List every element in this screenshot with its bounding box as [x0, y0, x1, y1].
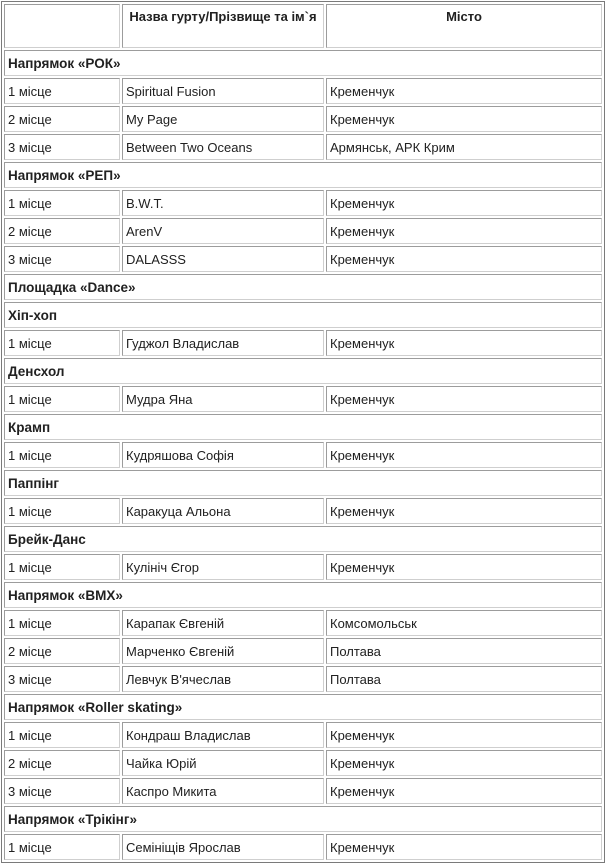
place-cell: 3 місце	[4, 134, 120, 160]
name-cell: DALASSS	[122, 246, 324, 272]
city-cell: Кременчук	[326, 554, 602, 580]
place-cell: 2 місце	[4, 218, 120, 244]
entry-row	[4, 554, 602, 580]
name-cell: Каспро Микита	[122, 778, 324, 804]
entry-row	[4, 330, 602, 356]
place-cell: 2 місце	[4, 638, 120, 664]
name-cell: Левчук В'ячеслав	[122, 666, 324, 692]
section-row	[4, 806, 602, 832]
section-row	[4, 526, 602, 552]
city-cell: Кременчук	[326, 750, 602, 776]
section-label: Напрямок «РЕП»	[4, 162, 602, 188]
name-cell: Гуджол Владислав	[122, 330, 324, 356]
entry-row	[4, 134, 602, 160]
entry-row	[4, 246, 602, 272]
column-header-city: Місто	[326, 4, 602, 48]
place-cell: 1 місце	[4, 610, 120, 636]
name-cell: Карапак Євгеній	[122, 610, 324, 636]
city-cell: Полтава	[326, 666, 602, 692]
city-cell: Кременчук	[326, 722, 602, 748]
section-row	[4, 302, 602, 328]
entry-row	[4, 78, 602, 104]
city-cell: Кременчук	[326, 442, 602, 468]
place-cell: 2 місце	[4, 106, 120, 132]
section-label: Напрямок «Трікінг»	[4, 806, 602, 832]
name-cell: Between Two Oceans	[122, 134, 324, 160]
place-cell: 2 місце	[4, 750, 120, 776]
place-cell: 1 місце	[4, 554, 120, 580]
name-cell: Семініщів Ярослав	[122, 834, 324, 860]
place-cell: 1 місце	[4, 498, 120, 524]
city-cell: Кременчук	[326, 330, 602, 356]
place-cell: 1 місце	[4, 722, 120, 748]
table-header-row	[4, 4, 602, 48]
entry-row	[4, 498, 602, 524]
section-label: Напрямок «ВМХ»	[4, 582, 602, 608]
section-label: Площадка «Dance»	[4, 274, 602, 300]
city-cell: Комсомольськ	[326, 610, 602, 636]
entry-row	[4, 218, 602, 244]
section-label: Напрямок «РОК»	[4, 50, 602, 76]
entry-row	[4, 386, 602, 412]
column-header-place	[4, 4, 120, 48]
section-row	[4, 50, 602, 76]
city-cell: Полтава	[326, 638, 602, 664]
city-cell: Кременчук	[326, 246, 602, 272]
name-cell: Чайка Юрій	[122, 750, 324, 776]
city-cell: Кременчук	[326, 498, 602, 524]
city-cell: Кременчук	[326, 778, 602, 804]
section-row	[4, 274, 602, 300]
entry-row	[4, 750, 602, 776]
name-cell: ArenV	[122, 218, 324, 244]
table-body	[4, 50, 602, 860]
entry-row	[4, 190, 602, 216]
section-label: Брейк-Данс	[4, 526, 602, 552]
section-row	[4, 162, 602, 188]
place-cell: 1 місце	[4, 834, 120, 860]
section-row	[4, 582, 602, 608]
place-cell: 1 місце	[4, 78, 120, 104]
city-cell: Кременчук	[326, 190, 602, 216]
section-label: Напрямок «Roller skating»	[4, 694, 602, 720]
section-row	[4, 470, 602, 496]
place-cell: 3 місце	[4, 246, 120, 272]
section-label: Хіп-хоп	[4, 302, 602, 328]
name-cell: My Page	[122, 106, 324, 132]
entry-row	[4, 610, 602, 636]
name-cell: Мудра Яна	[122, 386, 324, 412]
name-cell: B.W.T.	[122, 190, 324, 216]
place-cell: 1 місце	[4, 330, 120, 356]
place-cell: 1 місце	[4, 442, 120, 468]
city-cell: Кременчук	[326, 218, 602, 244]
name-cell: Кулініч Єгор	[122, 554, 324, 580]
entry-row	[4, 834, 602, 860]
section-label: Паппінг	[4, 470, 602, 496]
city-cell: Кременчук	[326, 834, 602, 860]
name-cell: Марченко Євгеній	[122, 638, 324, 664]
name-cell: Spiritual Fusion	[122, 78, 324, 104]
city-cell: Кременчук	[326, 78, 602, 104]
section-row	[4, 694, 602, 720]
section-row	[4, 358, 602, 384]
section-row	[4, 414, 602, 440]
entry-row	[4, 666, 602, 692]
table-header	[4, 4, 602, 48]
city-cell: Кременчук	[326, 106, 602, 132]
results-table	[1, 1, 605, 863]
entry-row	[4, 106, 602, 132]
entry-row	[4, 722, 602, 748]
name-cell: Кудряшова Софія	[122, 442, 324, 468]
place-cell: 1 місце	[4, 190, 120, 216]
city-cell: Армянськ, АРК Крим	[326, 134, 602, 160]
name-cell: Каракуца Альона	[122, 498, 324, 524]
place-cell: 1 місце	[4, 386, 120, 412]
section-label: Денсхол	[4, 358, 602, 384]
place-cell: 3 місце	[4, 666, 120, 692]
place-cell: 3 місце	[4, 778, 120, 804]
entry-row	[4, 442, 602, 468]
name-cell: Кондраш Владислав	[122, 722, 324, 748]
page	[0, 1, 606, 855]
column-header-name: Назва гурту/Прізвище та ім`я	[122, 4, 324, 48]
entry-row	[4, 638, 602, 664]
entry-row	[4, 778, 602, 804]
city-cell: Кременчук	[326, 386, 602, 412]
section-label: Крамп	[4, 414, 602, 440]
